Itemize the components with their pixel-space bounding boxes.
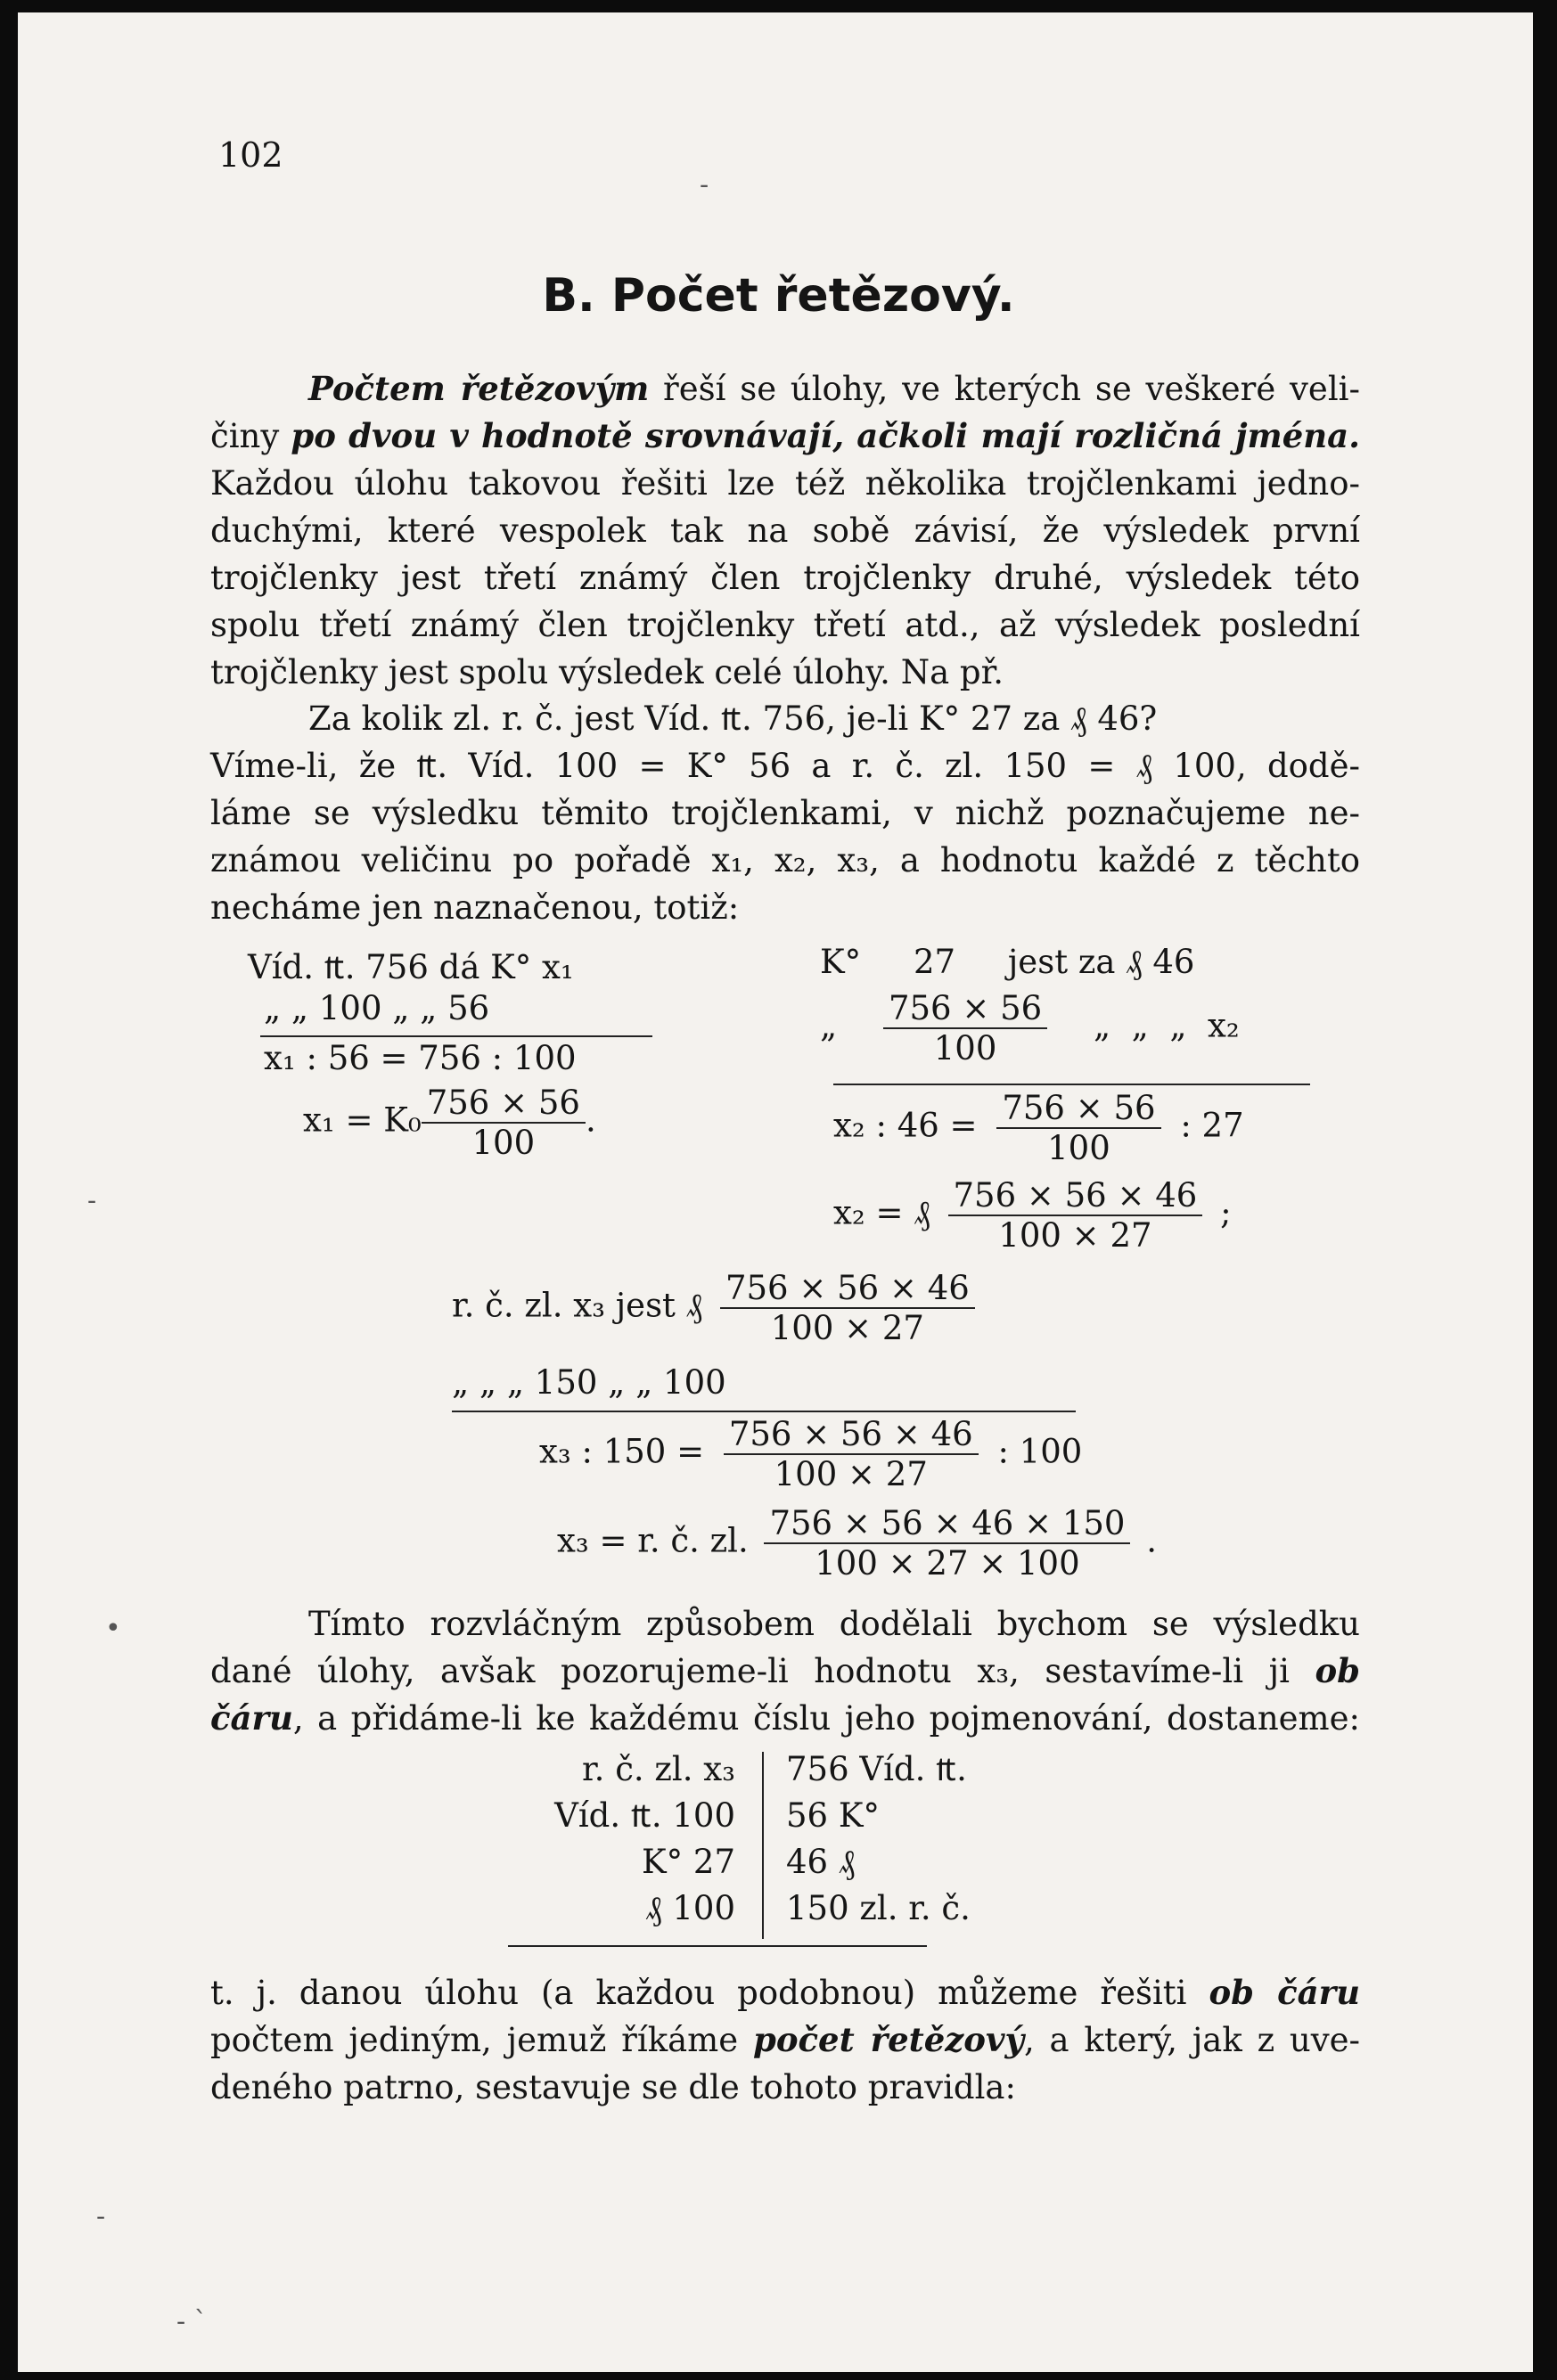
- margin-mark: -: [96, 2201, 106, 2232]
- fraction-rule: [833, 1084, 1310, 1085]
- margin-mark: •: [105, 1613, 121, 1644]
- formula-x3-proportion: x₃ : 150 = $\frac{756 \times 56 \times 46}{100 \times 27}$ : 100: [539, 1415, 1083, 1493]
- proportion-row: „ $\frac{756 \times 56}{100}$ „ „ „ x₂: [820, 989, 1240, 1067]
- explanation-paragraph: [210, 1600, 1360, 1742]
- example-paragraph: [210, 695, 1360, 931]
- formula-x2: x₂ = ₰ $\frac{756 \times 56 \times 46}{100 \times 27}$ ;: [833, 1176, 1232, 1255]
- proportion-row: Víd. ₶. 756 dá K° x₁: [248, 948, 574, 986]
- chain-cell: 150 zl. r. č.: [786, 1889, 971, 1927]
- formula-x1: x₁ = K₀ $\frac{756 \times 56}{100}$ .: [303, 1084, 596, 1162]
- text-line: trojčlenky jest třetí známý člen trojčlenky druhé, výsledek této: [210, 559, 1360, 597]
- proportion-row: „ „ 100 „ „ 56: [264, 989, 490, 1027]
- text-line: Počtem řetězovým řeší se úlohy, ve kterých se veškeré veli-: [308, 369, 1360, 408]
- chain-cell: K° 27: [642, 1843, 735, 1881]
- formula-x2-proportion: x₂ : 46 = $\frac{756 \times 56}{100}$ : 27: [833, 1089, 1244, 1167]
- text-line: Víme-li, že ₶. Víd. 100 = K° 56 a r. č. zl. 150 = ₰ 100, dodě-: [210, 747, 1360, 785]
- chain-cell: ₰ 100: [645, 1889, 735, 1927]
- section-heading: B. Počet řetězový.: [542, 269, 1015, 323]
- chain-cell: Víd. ₶. 100: [554, 1796, 735, 1835]
- text-line: duchými, které vespolek tak na sobě závisí, že výsledek první: [210, 511, 1360, 550]
- text-line: trojčlenky jest spolu výsledek celé úlohy. Na př.: [210, 653, 1004, 691]
- ink-speck: -: [700, 169, 709, 200]
- chain-table-right: [786, 1746, 971, 1932]
- text-line: t. j. danou úlohu (a každou podobnou) můžeme řešiti ob čáru: [210, 1973, 1360, 2012]
- text-line: známou veličinu po pořadě x₁, x₂, x₃, a hodnotu každé z těchto: [210, 841, 1360, 879]
- formula-x3-row: r. č. zl. x₃ jest ₰ $\frac{756 \times 56 \times 46}{100 \times 27}$: [452, 1269, 982, 1347]
- margin-mark: -: [87, 1185, 97, 1216]
- chain-table-left: [499, 1746, 735, 1932]
- text-line: Každou úlohu takovou řešiti lze též několika trojčlenkami jedno-: [210, 464, 1360, 503]
- text-line: dané úlohy, avšak pozorujeme-li hodnotu x₃, sestavíme-li ji ob: [210, 1651, 1360, 1690]
- intro-paragraph: [210, 365, 1360, 696]
- text-line: počtem jediným, jemuž říkáme počet řetězový, a který, jak z uve-: [210, 2020, 1360, 2059]
- page-number: 102: [218, 135, 283, 175]
- proportion-row: K° 27 jest za ₰ 46: [820, 943, 1195, 981]
- text-line: spolu třetí známý člen trojčlenky třetí atd., až výsledek poslední: [210, 606, 1360, 644]
- text-line: Tímto rozvláčným způsobem dodělali bychom se výsledku: [308, 1605, 1360, 1643]
- chain-table-underline: [508, 1945, 927, 1947]
- chain-cell: 56 K°: [786, 1796, 880, 1835]
- chain-table-divider: [762, 1752, 764, 1939]
- chain-cell: 756 Víd. ₶.: [786, 1750, 967, 1788]
- chain-cell: r. č. zl. x₃: [582, 1750, 735, 1788]
- proportion-row: „ „ „ 150 „ „ 100: [452, 1363, 726, 1402]
- margin-mark: - ˋ: [176, 2306, 208, 2337]
- fraction-rule: [260, 1035, 652, 1037]
- text-line: čáru, a přidáme-li ke každému číslu jeho pojmenování, dostaneme:: [210, 1698, 1360, 1738]
- text-line: láme se výsledku těmito trojčlenkami, v nichž poznačujeme ne-: [210, 794, 1360, 832]
- text-line: Za kolik zl. r. č. jest Víd. ₶. 756, je-li K° 27 za ₰ 46?: [308, 699, 1158, 738]
- formula-x3-result: x₃ = r. č. zl. $\frac{756 \times 56 \times 46 \times 150}{100 \times 27 \times 100}$ .: [557, 1504, 1157, 1583]
- chain-cell: 46 ₰: [786, 1843, 856, 1881]
- text-line: necháme jen naznačenou, totiž:: [210, 888, 740, 927]
- fraction-rule: [452, 1411, 1076, 1412]
- proportion-row: x₁ : 56 = 756 : 100: [264, 1039, 577, 1077]
- closing-paragraph: [210, 1969, 1360, 2111]
- text-line: deného patrno, sestavuje se dle tohoto pravidla:: [210, 2068, 1016, 2106]
- text-line: činy po dvou v hodnotě srovnávají, ačkoli mají rozličná jména.: [210, 416, 1360, 455]
